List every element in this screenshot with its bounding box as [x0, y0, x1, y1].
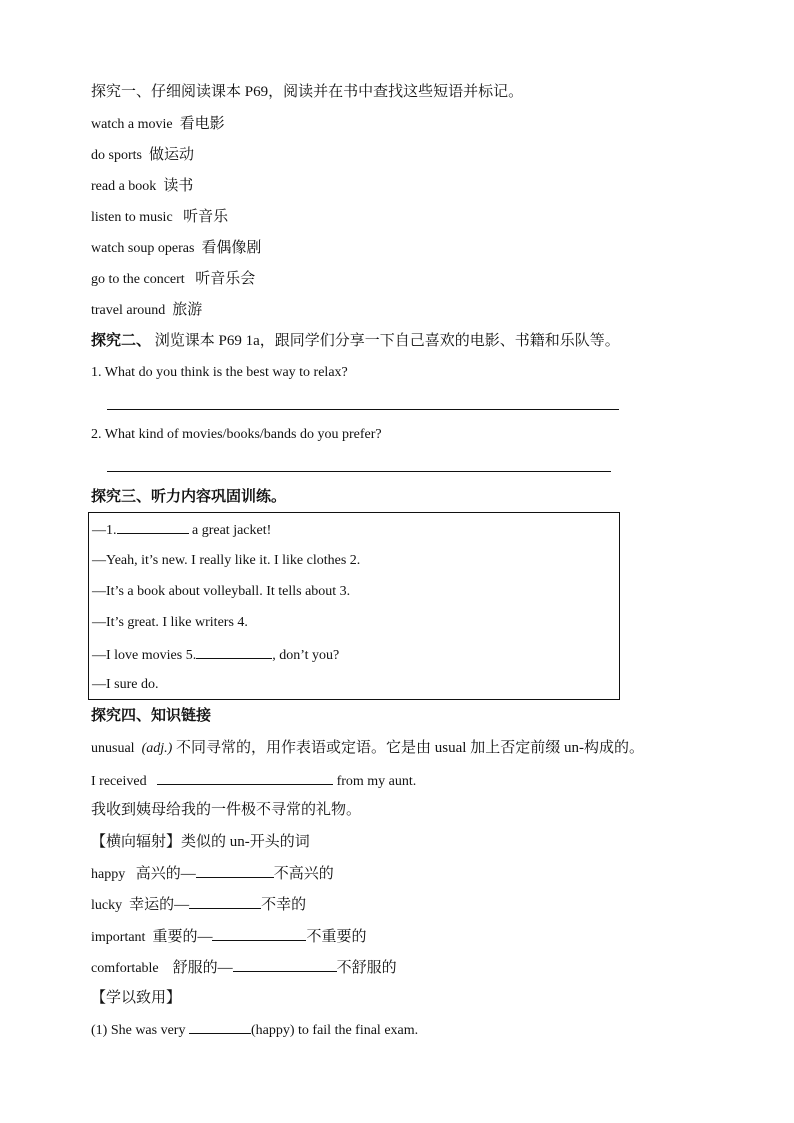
pair-zh: 重要的— [152, 929, 213, 945]
pair-neg: 不舒服的 [336, 960, 397, 976]
pair-en: happy [91, 867, 126, 882]
section4-heading: 探究四、知识链接 [91, 708, 212, 724]
unusual-desc: 不同寻常的，用作表语或定语。它是由 usual 加上否定前缀 un-构成的。 [172, 740, 644, 756]
example-sentence [91, 770, 416, 792]
phrase-en: do sports [91, 148, 142, 163]
phrase-en: travel around [91, 303, 166, 318]
unusual-pos: (adj.) [141, 741, 173, 756]
section2-heading-text: 浏览课本 P69 1a，跟同学们分享一下自己喜欢的电影、书籍和乐队等。 [151, 333, 620, 349]
pair-neg: 不重要的 [306, 929, 367, 945]
phrase-en: watch a movie [91, 117, 173, 132]
dialogue-line: —It’s great. I like writers 4. [92, 615, 248, 630]
phrase-item [91, 114, 225, 135]
example-text: I received [91, 774, 147, 789]
phrase-zh: 读书 [163, 178, 194, 194]
pair-en: comfortable [91, 961, 159, 976]
pair-neg: 不幸的 [261, 897, 307, 913]
phrase-en: watch soup operas [91, 241, 195, 256]
section1-heading: 探究一、仔细阅读课本 P69，阅读并在书中查找这些短语并标记。 [91, 84, 524, 100]
phrase-item [91, 269, 255, 290]
question-1: 1. What do you think is the best way to relax? [91, 365, 348, 380]
example-translation: 我收到姨母给我的一件极不寻常的礼物。 [91, 802, 362, 818]
section2-heading [91, 331, 620, 351]
pair-zh: 高兴的— [135, 866, 196, 882]
word-pair [91, 957, 397, 979]
dialogue-text: —I love movies 5. [92, 648, 197, 663]
phrase-zh: 旅游 [172, 302, 203, 318]
phrase-item [91, 300, 202, 321]
phrase-zh: 听音乐会 [195, 271, 256, 287]
phrase-en: go to the concert [91, 272, 185, 287]
apply-heading: 【学以致用】 [91, 990, 182, 1006]
phrase-item [91, 238, 261, 259]
section2-heading-label: 探究二、 [91, 333, 152, 349]
pair-blank[interactable] [196, 863, 274, 878]
pair-neg: 不高兴的 [273, 866, 334, 882]
apply-blank[interactable] [189, 1019, 251, 1034]
pair-blank[interactable] [233, 957, 337, 972]
question-2: 2. What kind of movies/books/bands do you prefer? [91, 427, 382, 442]
dialogue-line: —It’s a book about volleyball. It tells about 3. [92, 584, 351, 599]
word-pair [91, 926, 366, 948]
phrase-item [91, 207, 228, 228]
dialogue-text: a great jacket! [188, 523, 272, 538]
phrase-en: listen to music [91, 210, 173, 225]
phrase-item [91, 145, 194, 166]
phrase-zh: 做运动 [148, 147, 194, 163]
apply-text: (1) She was very [91, 1023, 186, 1038]
phrase-item [91, 176, 193, 197]
word-pair [91, 863, 334, 885]
dialogue-text: —1. [92, 523, 117, 538]
dialogue-line: —I sure do. [92, 677, 159, 692]
blank-5[interactable] [196, 644, 272, 659]
word-pair [91, 894, 306, 916]
example-text: from my aunt. [333, 774, 417, 789]
extend-heading: 【横向辐射】类似的 un-开头的词 [91, 834, 310, 850]
pair-zh: 幸运的— [129, 897, 190, 913]
blank-1[interactable] [117, 519, 189, 534]
dialogue-text: , don’t you? [272, 648, 340, 663]
answer-line-1[interactable] [107, 409, 619, 410]
apply-question [91, 1019, 418, 1041]
unusual-definition [91, 738, 644, 759]
pair-en: important [91, 930, 146, 945]
dialogue-line [92, 644, 339, 666]
pair-blank[interactable] [212, 926, 306, 941]
phrase-zh: 看偶像剧 [201, 240, 262, 256]
answer-line-2[interactable] [107, 471, 611, 472]
phrase-en: read a book [91, 179, 157, 194]
unusual-word: unusual [91, 741, 135, 756]
section3-heading: 探究三、听力内容巩固训练。 [91, 489, 287, 505]
dialogue-line [92, 519, 271, 541]
apply-text: (happy) to fail the final exam. [250, 1023, 419, 1038]
listening-box [88, 512, 620, 700]
pair-en: lucky [91, 898, 123, 913]
phrase-zh: 看电影 [179, 116, 225, 132]
example-blank[interactable] [157, 770, 333, 785]
pair-blank[interactable] [189, 894, 261, 909]
dialogue-line: —Yeah, it’s new. I really like it. I like clothes 2. [92, 553, 361, 568]
pair-zh: 舒服的— [172, 960, 233, 976]
phrase-zh: 听音乐 [183, 209, 229, 225]
